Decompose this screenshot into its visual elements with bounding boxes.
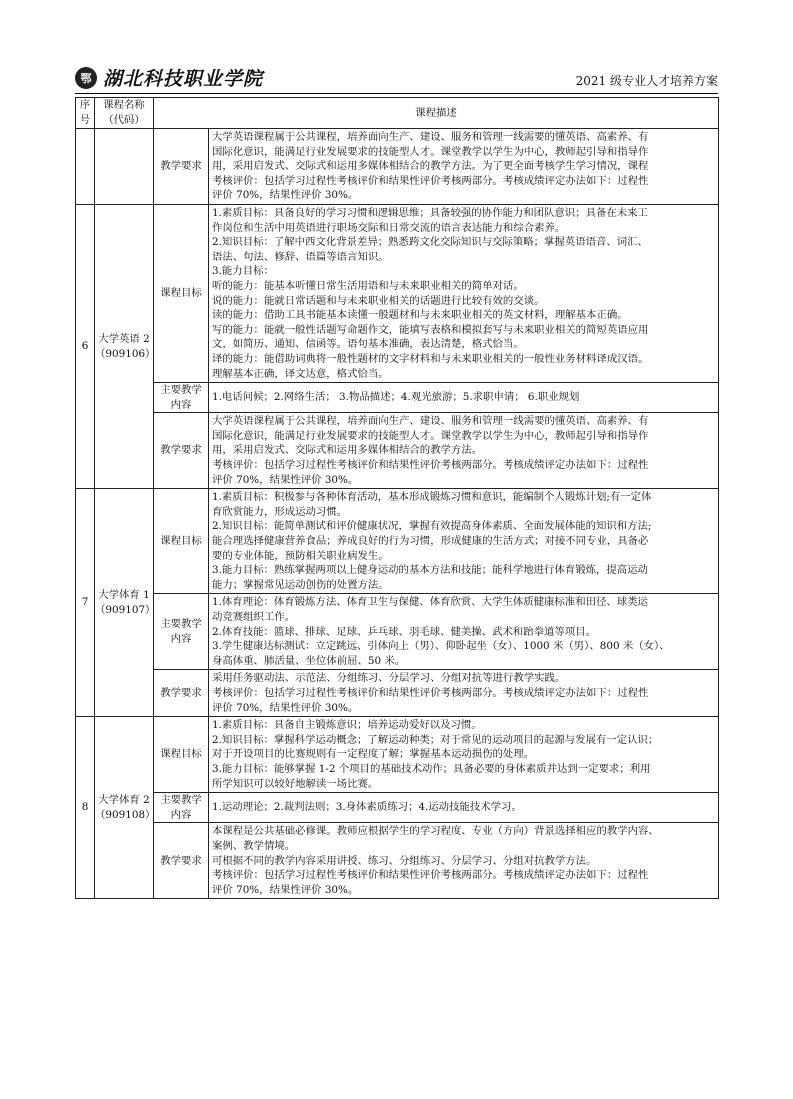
table-header-row	[76, 98, 719, 129]
course-name-line: 大学体育 1	[98, 589, 150, 602]
table-body	[76, 129, 719, 899]
section-label-line: 课程目标	[160, 535, 202, 548]
table-row	[76, 204, 719, 382]
desc-line: 1.素质目标：积极参与各种体育活动，基本形成锻炼习惯和意识，能编制个人锻炼计划;有一定体	[212, 491, 652, 504]
col-seq-header: 序 号	[76, 98, 95, 129]
desc-line: 评价 70%，结果性评价 30%。	[212, 473, 359, 486]
section-label	[154, 823, 209, 899]
desc-line: 语法、句法、修辞、语篇等语言知识。	[212, 250, 389, 263]
school-name: 湖北科技职业学院	[103, 68, 264, 90]
desc-line: 本课程是公共基础必修课。教师应根据学生的学习程度、专业（方向）背景选择相应的教学内容、	[212, 825, 659, 838]
desc-line: 考核评价：包括学习过程性考核评价和结果性评价考核两部分。考核成绩评定办法如下：过程性	[212, 174, 649, 187]
course-name-line: （909108）	[95, 808, 156, 821]
section-label-line: 课程目标	[160, 287, 202, 300]
section-label-line: 主要教学	[160, 794, 202, 807]
seq-cell: 8	[76, 717, 95, 899]
desc-line: 说的能力：能就日常话题和与未来职业相关的话题进行比较有效的交谈。	[212, 294, 545, 307]
section-desc	[209, 594, 719, 670]
section-label-line: 教学要求	[160, 686, 202, 699]
col-course-header: 课程名称 （代码）	[95, 98, 154, 129]
desc-line: 3.能力目标：熟练掌握两项以上健身运动的基本方法和技能；能科学地进行体育锻炼，提高运动	[212, 564, 648, 577]
section-label	[154, 413, 209, 489]
desc-line: 作岗位和生活中用英语进行职场交际和日常交流的语言表达能力和综合素养。	[212, 221, 566, 234]
desc-line: 1.素质目标：具备良好的学习习惯和逻辑思维；具备较强的协作能力和团队意识；具备在未来工	[212, 206, 648, 219]
section-desc	[209, 383, 719, 413]
section-desc	[209, 204, 719, 382]
table-row	[76, 793, 719, 823]
section-label	[154, 670, 209, 717]
seq-cell	[76, 129, 95, 205]
desc-line: 文，如简历、通知、信函等。语句基本准确，表达清楚，格式恰当。	[212, 338, 524, 351]
desc-line: 大学英语课程属于公共课程，培养面向生产、建设、服务和管理一线需要的懂英语、高素养、有	[212, 131, 649, 143]
section-desc	[209, 129, 719, 205]
section-desc	[209, 793, 719, 823]
desc-line: 译的能力：能借助词典将一般性题材的文字材料和与未来职业相关的一般性业务材料译成汉语。	[212, 352, 649, 365]
desc-line: 可根据不同的教学内容采用讲授、练习、分组练习、分层学习、分组对抗教学方法。	[212, 854, 597, 867]
table-row	[76, 383, 719, 413]
table-row	[76, 670, 719, 717]
desc-line: 1.体育理论：体育锻炼方法、体育卫生与保健、体育欣赏、大学生体质健康标准和田径、球类运	[212, 596, 648, 609]
desc-line: 1.素质目标：具备自主锻炼意识；培养运动爱好以及习惯。	[212, 719, 482, 732]
desc-line: 评价 70%，结果性评价 30%。	[212, 701, 359, 714]
course-name-cell	[95, 204, 154, 488]
desc-line: 2.知识目标：了解中西文化背景差异；熟悉跨文化交际知识与交际策略；掌握英语语音、词汇、	[212, 236, 648, 249]
course-name-line: （909107）	[95, 603, 156, 616]
section-desc	[209, 413, 719, 489]
desc-line: 能合理选择健康营养食品；养成良好的行为习惯，形成健康的生活方式；对接不同专业，具备必	[212, 535, 649, 548]
desc-line: 3.能力目标：	[212, 265, 274, 278]
table-row	[76, 823, 719, 899]
plan-title: 2021 级专业人才培养方案	[575, 74, 718, 88]
desc-line: 采用任务驱动法、示范法、分组练习、分层学习、分组对抗等进行教学实践。	[212, 672, 566, 685]
desc-line: 身高体重、肺活量、坐位体前屈、50 米。	[212, 654, 406, 667]
section-label-line: 内容	[170, 808, 192, 821]
section-desc	[209, 717, 719, 793]
section-label-line: 主要教学	[160, 384, 202, 397]
table-row	[76, 717, 719, 793]
desc-line: 写的能力：能就一般性话题写命题作文，能填写表格和模拟套写与未来职业相关的简短英语应用	[212, 323, 649, 336]
course-name-line: （909106）	[95, 347, 156, 360]
desc-line: 动竞赛组织工作。	[212, 611, 296, 623]
header-rule	[75, 93, 718, 94]
desc-line: 要的专业体能，预防相关职业病发生。	[212, 549, 389, 562]
section-label	[154, 489, 209, 594]
desc-line: 用，采用启发式、交际式和运用多媒体相结合的教学方法。	[212, 444, 483, 457]
course-name-cell	[95, 717, 154, 899]
section-label	[154, 383, 209, 413]
table-row	[76, 129, 719, 205]
section-label	[154, 129, 209, 205]
section-label-line: 内容	[170, 398, 192, 411]
section-label-line: 教学要求	[160, 160, 202, 173]
section-label	[154, 594, 209, 670]
section-label-line: 教学要求	[160, 444, 202, 457]
desc-line: 1.运动理论；2.裁判法则；3.身体素质练习；4.运动技能技术学习。	[212, 801, 522, 814]
page-header	[75, 64, 718, 92]
desc-line: 读的能力：借助工具书能基本读懂一般题材和与未来职业相关的英文材料，理解基本正确。	[212, 309, 628, 322]
desc-line: 国际化意识，能满足行业发展要求的技能型人才。课堂教学以学生为中心，教师起引导和指导作	[212, 429, 649, 442]
desc-line: 3.能力目标：能够掌握 1-2 个项目的基础技术动作；具备必要的身体素质并达到一定要求；利用	[212, 762, 651, 775]
section-label	[154, 717, 209, 793]
desc-line: 考核评价：包括学习过程性考核评价和结果性评价考核两部分。考核成绩评定办法如下：过程性	[212, 459, 649, 472]
course-name-cell	[95, 489, 154, 717]
desc-line: 评价 70%，结果性评价 30%。	[212, 883, 359, 896]
course-table	[75, 97, 719, 899]
desc-line: 2.知识目标：掌握科学运动概念；了解运动种类；对于常见的运动项目的起源与发展有一定认识；	[212, 733, 659, 746]
section-label-line: 教学要求	[160, 854, 202, 867]
table-row	[76, 413, 719, 489]
desc-line: 听的能力：能基本听懂日常生活用语和与未来职业相关的简单对话。	[212, 279, 524, 292]
section-label	[154, 204, 209, 382]
col-desc-header: 课程描述	[154, 98, 719, 129]
course-name-line: 大学英语 2	[98, 333, 150, 346]
section-label-line: 内容	[170, 632, 192, 645]
desc-line: 2.知识目标：能简单测试和评价健康状况，掌握有效提高身体素质、全面发展体能的知识和方法;	[212, 520, 652, 533]
desc-line: 对于开设项目的比赛规则有一定程度了解；掌握基本运动损伤的处理。	[212, 748, 535, 761]
table-row	[76, 594, 719, 670]
desc-line: 育欣赏能力，形成运动习惯。	[212, 505, 348, 518]
desc-line: 用，采用启发式、交际式和运用多媒体相结合的教学方法。为了更全面考核学生学习情况，课程	[212, 160, 649, 173]
desc-line: 理解基本正确，译文达意，格式恰当。	[212, 367, 389, 380]
section-desc	[209, 670, 719, 717]
desc-line: 考核评价：包括学习过程性考核评价和结果性评价考核两部分。考核成绩评定办法如下：过程性	[212, 869, 649, 882]
school-logo	[75, 64, 263, 91]
desc-line: 所学知识可以较好地解读一场比赛。	[212, 777, 379, 790]
seq-cell: 7	[76, 489, 95, 717]
table-row	[76, 489, 719, 594]
desc-line: 案例、教学情境。	[212, 839, 296, 852]
desc-line: 2.体育技能：篮球、排球、足球、乒乓球、羽毛球、健美操、武术和跆拳道等项目。	[212, 625, 596, 638]
desc-line: 国际化意识，能满足行业发展要求的技能型人才。课堂教学以学生为中心，教师起引导和指导作	[212, 145, 649, 158]
desc-line: 能力；掌握常见运动创伤的处置方法。	[212, 578, 389, 591]
desc-line: 评价 70%，结果性评价 30%。	[212, 189, 359, 202]
course-name-cell	[95, 129, 154, 205]
desc-line: 考核评价：包括学习过程性考核评价和结果性评价考核两部分。考核成绩评定办法如下：过程性	[212, 686, 649, 699]
section-desc	[209, 823, 719, 899]
section-label-line: 主要教学	[160, 618, 202, 631]
seq-cell: 6	[76, 204, 95, 488]
section-label	[154, 793, 209, 823]
course-name-line: 大学体育 2	[98, 794, 150, 807]
desc-line: 大学英语课程属于公共课程，培养面向生产、建设、服务和管理一线需要的懂英语、高素养、有	[212, 415, 649, 428]
section-desc	[209, 489, 719, 594]
desc-line: 1.电话问候；2.网络生活； 3.物品描述；4.观光旅游；5.求职申请； 6.职业规划	[212, 391, 580, 404]
desc-line: 3.学生健康达标测试：立定跳远、引体向上（男）、仰卧起坐（女）、1000 米（男）、800 米（女）、	[212, 640, 670, 653]
section-label-line: 课程目标	[160, 748, 202, 761]
school-seal-icon: 鄂	[75, 67, 97, 89]
